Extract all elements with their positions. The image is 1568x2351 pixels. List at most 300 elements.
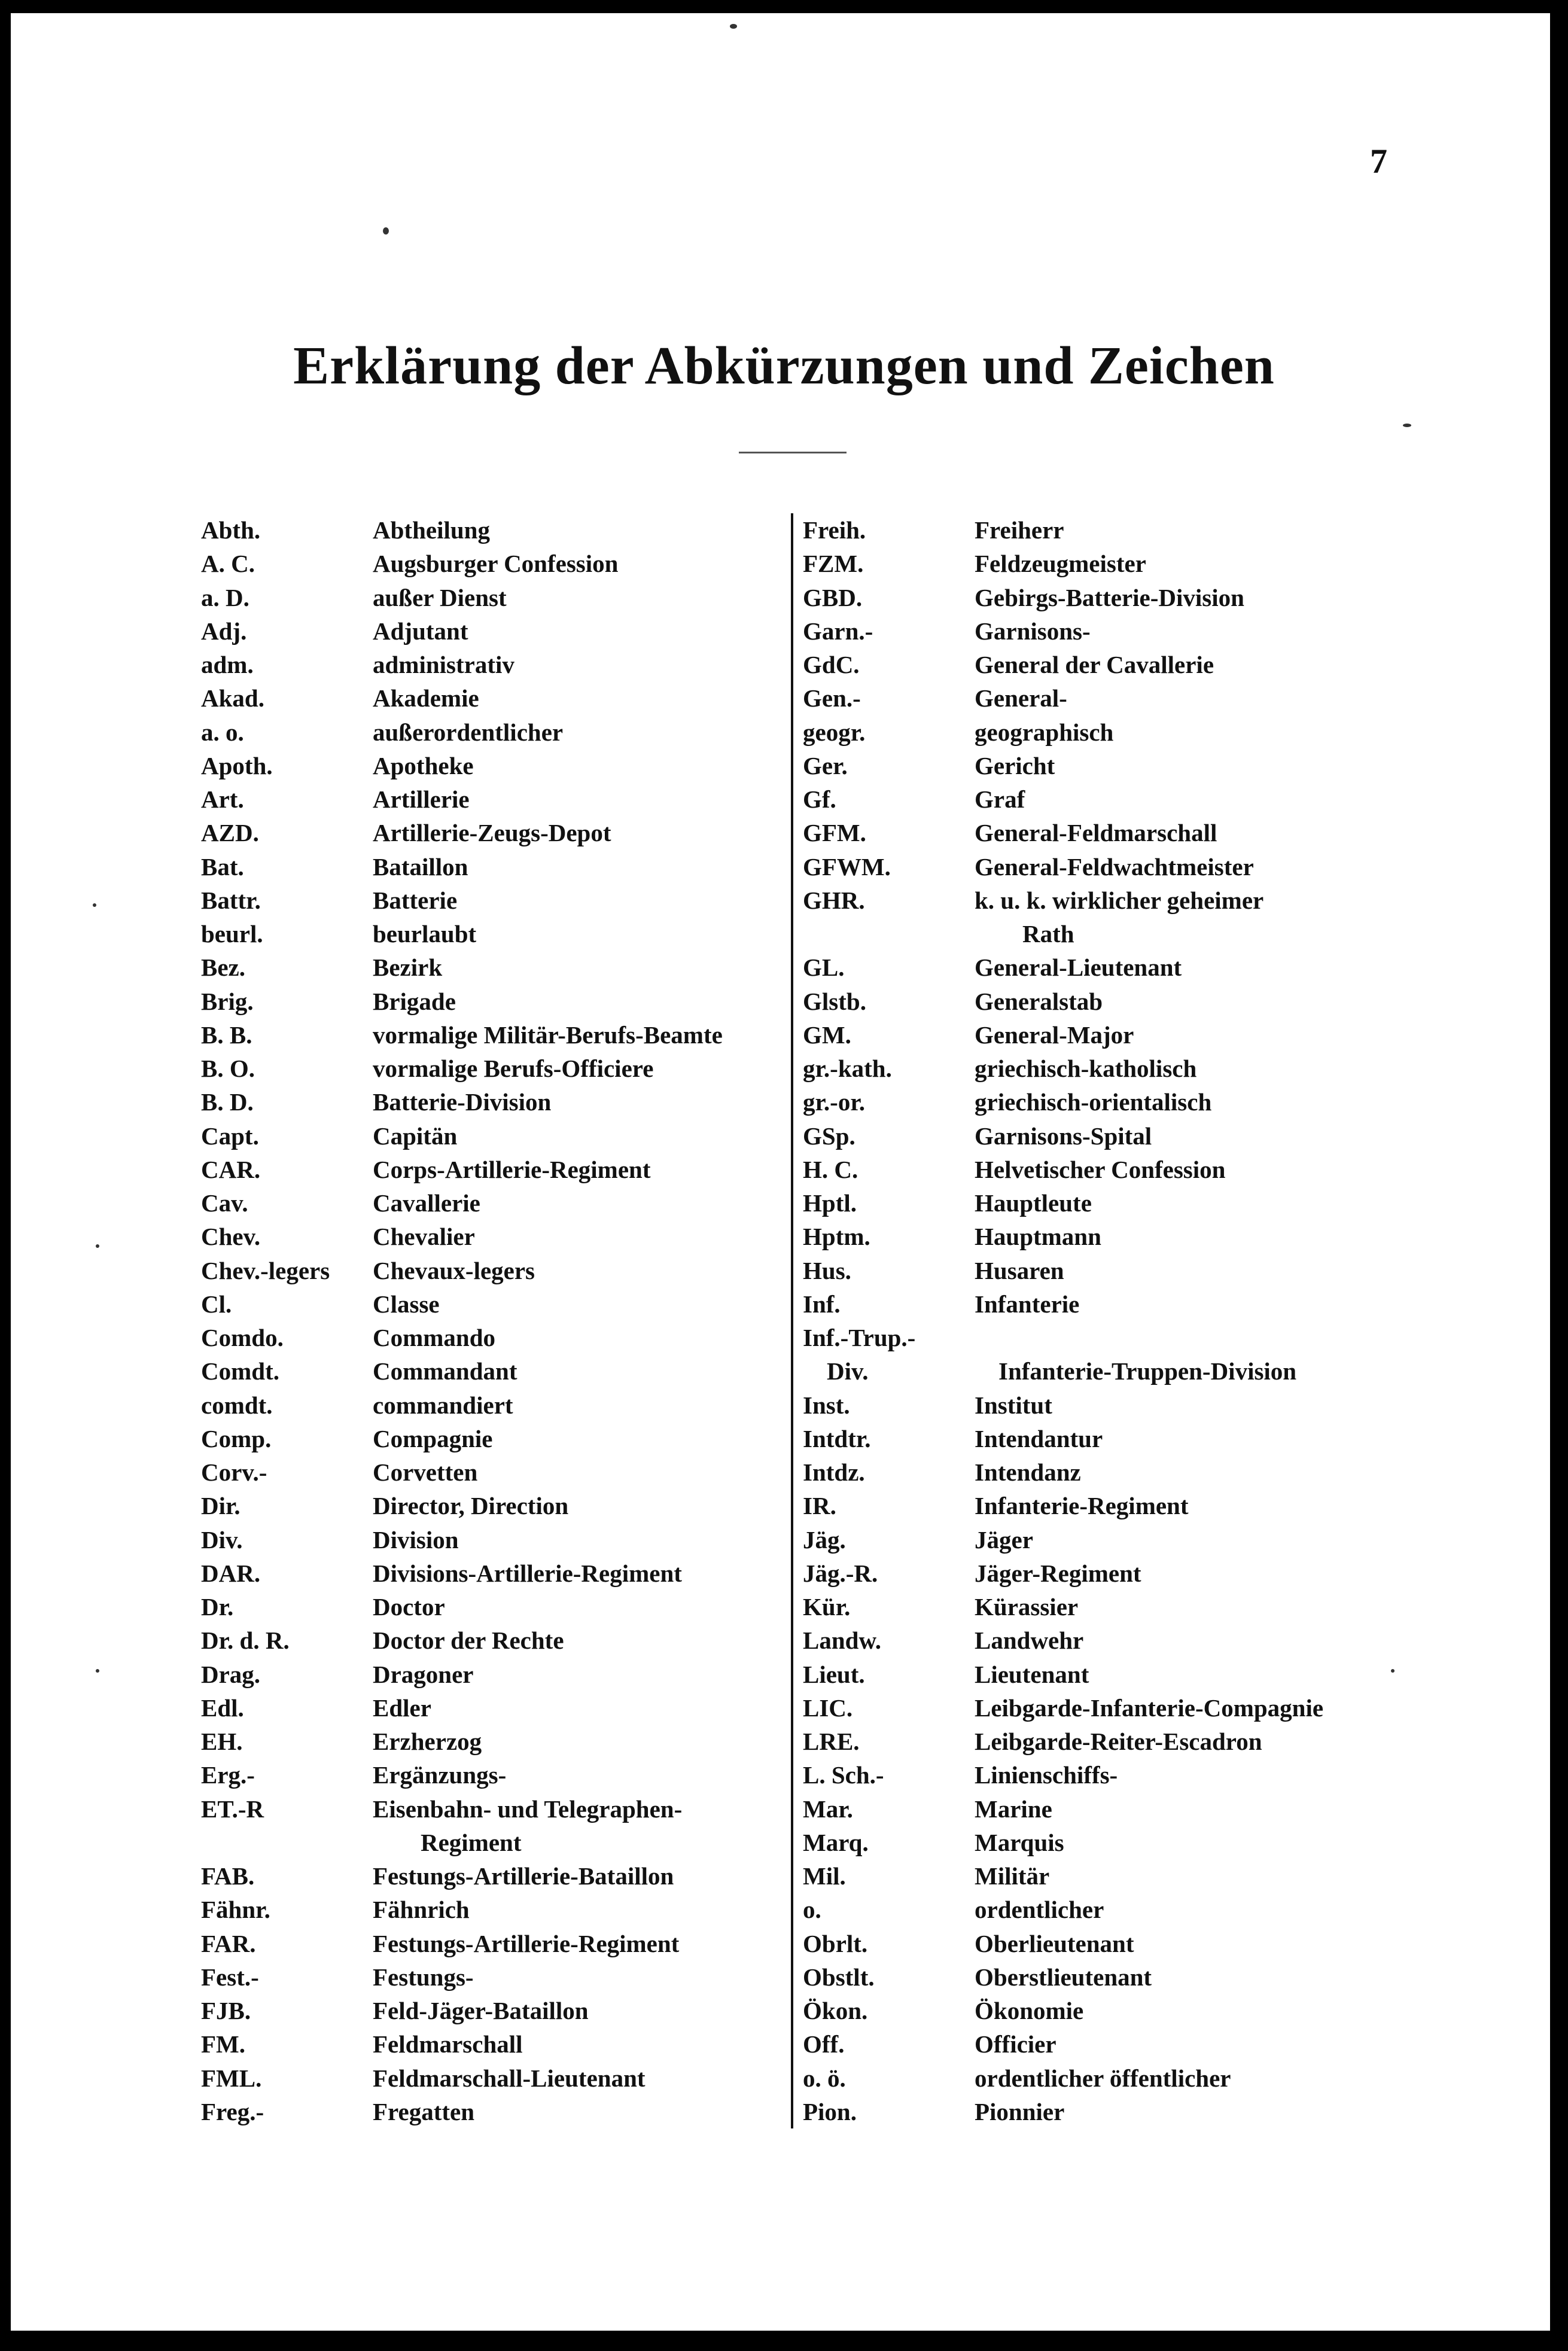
abbreviation-row <box>803 2095 1323 2128</box>
abbreviation: Div. <box>827 1357 869 1385</box>
expansion: Lieutenant <box>975 1660 1089 1688</box>
abbreviation: FJB. <box>201 1997 251 2024</box>
expansion: General-Feldwachtmeister <box>975 852 1254 881</box>
abbreviation-row <box>201 782 723 816</box>
abbreviation-row <box>803 1960 1323 1994</box>
abbreviation: EH. <box>201 1728 243 1755</box>
abbreviation-row <box>201 1052 723 1085</box>
abbreviation: Erg.- <box>201 1761 255 1789</box>
column-divider <box>791 513 793 2128</box>
abbreviation-row <box>201 1489 723 1522</box>
expansion: Hauptleute <box>975 1189 1092 1217</box>
expansion: Festungs-Artillerie-Regiment <box>373 1929 680 1957</box>
abbreviation-row <box>803 1658 1323 1691</box>
abbreviation: beurl. <box>201 920 263 948</box>
abbreviation: gr.-kath. <box>803 1055 892 1082</box>
abbreviation: Chev.-legers <box>201 1256 330 1284</box>
expansion: Pionnier <box>975 2097 1065 2125</box>
expansion: Leibgarde-Infanterie-Compagnie <box>975 1694 1324 1722</box>
abbreviation-list-right <box>803 513 1323 2128</box>
abbreviation: Battr. <box>201 886 261 914</box>
abbreviation: Hptl. <box>803 1189 857 1217</box>
expansion: Regiment <box>421 1828 522 1856</box>
abbreviation-row <box>803 1018 1323 1052</box>
expansion: griechisch-katholisch <box>975 1055 1197 1082</box>
abbreviation: o. ö. <box>803 2064 846 2092</box>
abbreviation: IR. <box>803 1492 836 1520</box>
abbreviation-row <box>201 1018 723 1052</box>
abbreviation-row <box>803 1153 1323 1186</box>
expansion: Bezirk <box>373 954 443 982</box>
expansion: k. u. k. wirklicher geheimer <box>975 886 1264 914</box>
abbreviation: Akad. <box>201 684 264 712</box>
abbreviation-row <box>803 681 1323 715</box>
abbreviation-row <box>803 581 1323 614</box>
abbreviation-row <box>803 1758 1323 1792</box>
abbreviation: Mil. <box>803 1862 846 1890</box>
abbreviation-row <box>201 1691 723 1725</box>
expansion: Commandant <box>373 1357 517 1385</box>
abbreviation: GHR. <box>803 886 865 914</box>
expansion: Brigade <box>373 987 456 1015</box>
abbreviation-row <box>201 884 723 917</box>
abbreviation-row <box>201 1826 723 1859</box>
expansion: Gebirgs-Batterie-Division <box>975 583 1244 611</box>
expansion: Chevalier <box>373 1223 475 1251</box>
abbreviation: ET.-R <box>201 1795 264 1823</box>
expansion: Fähnrich <box>373 1896 470 1924</box>
abbreviation-row <box>803 985 1323 1018</box>
abbreviation-row <box>803 1994 1323 2027</box>
scan-speck <box>1391 1669 1395 1673</box>
abbreviation-row <box>803 850 1323 884</box>
abbreviation: Inst. <box>803 1391 850 1419</box>
abbreviation <box>201 1826 373 1859</box>
abbreviation-row <box>803 884 1323 917</box>
expansion: Dragoner <box>373 1660 474 1688</box>
expansion: Kürassier <box>975 1593 1079 1621</box>
expansion: Marine <box>975 1795 1052 1823</box>
expansion: Linienschiffs- <box>975 1761 1118 1789</box>
abbreviation-row <box>201 1354 723 1388</box>
expansion: Feld-Jäger-Bataillon <box>373 1997 589 2024</box>
abbreviation: Off. <box>803 2030 845 2058</box>
expansion: Cavallerie <box>373 1189 480 1217</box>
expansion: vormalige Militär-Berufs-Beamte <box>373 1021 723 1049</box>
abbreviation: Inf. <box>803 1290 841 1318</box>
abbreviation: GdC. <box>803 651 860 678</box>
abbreviation: Dir. <box>201 1492 240 1520</box>
abbreviation-row <box>803 782 1323 816</box>
abbreviation: GFWM. <box>803 852 891 881</box>
abbreviation-row <box>803 1119 1323 1153</box>
expansion: Intendantur <box>975 1424 1103 1452</box>
abbreviation: FAB. <box>201 1862 255 1890</box>
expansion: Landwehr <box>975 1627 1084 1655</box>
abbreviation: L. Sch.- <box>803 1761 884 1789</box>
abbreviation-row <box>201 1758 723 1792</box>
abbreviation: Comdt. <box>201 1357 279 1385</box>
expansion: Infanterie <box>975 1290 1080 1318</box>
abbreviation-row <box>201 648 723 681</box>
expansion: Feldmarschall <box>373 2030 523 2058</box>
abbreviation-row <box>803 951 1323 984</box>
expansion: Division <box>373 1525 459 1554</box>
abbreviation-row <box>201 1927 723 1960</box>
expansion: Infanterie-Truppen-Division <box>998 1357 1297 1385</box>
abbreviation-row <box>201 1725 723 1758</box>
abbreviation-row <box>803 2061 1323 2095</box>
expansion: Bataillon <box>373 852 468 881</box>
abbreviation-row <box>803 547 1323 580</box>
abbreviation: Kür. <box>803 1593 851 1621</box>
expansion: Militär <box>975 1862 1050 1890</box>
expansion: griechisch-orientalisch <box>975 1088 1212 1116</box>
abbreviation: a. D. <box>201 583 249 611</box>
abbreviation: LIC. <box>803 1694 853 1722</box>
expansion: beurlaubt <box>373 920 477 948</box>
expansion: geographisch <box>975 718 1114 746</box>
abbreviation-row <box>201 1792 723 1826</box>
abbreviation-row <box>803 513 1323 547</box>
abbreviation-row <box>201 749 723 782</box>
abbreviation: LRE. <box>803 1728 860 1755</box>
expansion: General-Lieutenant <box>975 954 1182 982</box>
expansion: General der Cavallerie <box>975 651 1214 678</box>
expansion: General-Feldmarschall <box>975 819 1217 847</box>
abbreviation-row <box>803 917 1323 951</box>
abbreviation-row <box>201 1590 723 1624</box>
abbreviation: Lieut. <box>803 1660 865 1688</box>
abbreviation-row <box>201 1287 723 1321</box>
abbreviation-row <box>201 1893 723 1926</box>
abbreviation: gr.-or. <box>803 1088 866 1116</box>
abbreviation: Obrlt. <box>803 1929 868 1957</box>
abbreviation-row <box>201 715 723 749</box>
expansion: Feldzeugmeister <box>975 550 1146 578</box>
abbreviation: FM. <box>201 2030 245 2058</box>
abbreviation: Drag. <box>201 1660 261 1688</box>
expansion: commandiert <box>373 1391 513 1419</box>
expansion: Fregatten <box>373 2097 475 2125</box>
abbreviation: Inf.-Trup.- <box>803 1324 916 1351</box>
expansion: Doctor der Rechte <box>373 1627 564 1655</box>
abbreviation: Freg.- <box>201 2097 264 2125</box>
abbreviation: DAR. <box>201 1559 261 1587</box>
abbreviation: Intdtr. <box>803 1424 871 1452</box>
expansion: Edler <box>373 1694 431 1722</box>
expansion: Akademie <box>373 684 479 712</box>
abbreviation-row <box>803 1422 1323 1455</box>
abbreviation-row <box>803 1590 1323 1624</box>
abbreviation: Fest.- <box>201 1963 259 1991</box>
expansion: Oberlieutenant <box>975 1929 1134 1957</box>
expansion: Festungs- <box>373 1963 474 1991</box>
abbreviation-row <box>803 1455 1323 1489</box>
abbreviation-row <box>803 816 1323 849</box>
abbreviation: Garn.- <box>803 617 873 645</box>
expansion: Infanterie-Regiment <box>975 1492 1189 1520</box>
abbreviation-row <box>201 513 723 547</box>
abbreviation: Abth. <box>201 516 261 544</box>
abbreviation: Chev. <box>201 1223 261 1251</box>
abbreviation: Obstlt. <box>803 1963 875 1991</box>
abbreviation-row <box>803 1220 1323 1253</box>
expansion: Apotheke <box>373 751 474 779</box>
abbreviation: Hus. <box>803 1256 851 1284</box>
abbreviation-row <box>201 2095 723 2128</box>
scan-speck <box>93 903 96 907</box>
abbreviation: Adj. <box>201 617 247 645</box>
abbreviation: Bez. <box>201 954 245 982</box>
expansion: Artillerie <box>373 785 470 813</box>
abbreviation-row <box>201 1658 723 1691</box>
abbreviation-row <box>803 1624 1323 1657</box>
abbreviation: Pion. <box>803 2097 857 2125</box>
expansion: Intendanz <box>975 1458 1081 1486</box>
scan-speck <box>96 1669 99 1673</box>
abbreviation: Gf. <box>803 785 836 813</box>
abbreviation-row <box>803 1254 1323 1287</box>
abbreviation-row <box>803 1354 1323 1388</box>
abbreviation: Brig. <box>201 987 254 1015</box>
expansion: ordentlicher öffentlicher <box>975 2064 1231 2092</box>
abbreviation-row <box>201 1624 723 1657</box>
abbreviation-row <box>201 917 723 951</box>
expansion: Commando <box>373 1324 496 1351</box>
abbreviation: Edl. <box>201 1694 244 1722</box>
abbreviation: Corv.- <box>201 1458 267 1486</box>
abbreviation: GSp. <box>803 1122 855 1150</box>
abbreviation-row <box>201 1321 723 1354</box>
abbreviation-row <box>201 1994 723 2027</box>
abbreviation: Mar. <box>803 1795 853 1823</box>
abbreviation-row <box>803 2027 1323 2061</box>
abbreviation-row <box>803 1489 1323 1522</box>
expansion: Doctor <box>373 1593 445 1621</box>
expansion: Director, Direction <box>373 1492 569 1520</box>
abbreviation-row <box>803 1557 1323 1590</box>
abbreviation: Comdo. <box>201 1324 284 1351</box>
expansion: Batterie-Division <box>373 1088 552 1116</box>
abbreviation: GM. <box>803 1021 851 1049</box>
abbreviation: Fähnr. <box>201 1896 270 1924</box>
abbreviation-row <box>201 614 723 648</box>
abbreviation: A. C. <box>201 550 255 578</box>
expansion: Divisions-Artillerie-Regiment <box>373 1559 682 1587</box>
expansion: ordentlicher <box>975 1896 1104 1924</box>
expansion: Augsburger Confession <box>373 550 619 578</box>
abbreviation: H. C. <box>803 1155 858 1183</box>
page-title: Erklärung der Abkürzungen und Zeichen <box>293 336 1275 395</box>
expansion: Chevaux-legers <box>373 1256 535 1284</box>
abbreviation: AZD. <box>201 819 259 847</box>
abbreviation: B. B. <box>201 1021 252 1049</box>
abbreviation-row <box>201 951 723 984</box>
abbreviation-row <box>803 1052 1323 1085</box>
abbreviation: FAR. <box>201 1929 256 1957</box>
abbreviation-row <box>803 1388 1323 1422</box>
expansion: Gericht <box>975 751 1055 779</box>
expansion: Feldmarschall-Lieutenant <box>373 2064 646 2092</box>
scan-speck <box>96 1244 99 1248</box>
abbreviation <box>803 917 975 951</box>
abbreviation-row <box>201 1859 723 1893</box>
abbreviation: a. o. <box>201 718 244 746</box>
expansion: Adjutant <box>373 617 468 645</box>
abbreviation: Div. <box>201 1525 243 1554</box>
abbreviation: CAR. <box>201 1155 261 1183</box>
abbreviation-row <box>803 614 1323 648</box>
abbreviation-row <box>201 1119 723 1153</box>
abbreviation: Ger. <box>803 751 848 779</box>
expansion: Eisenbahn- und Telegraphen- <box>373 1795 683 1823</box>
abbreviation: o. <box>803 1896 821 1924</box>
expansion: Institut <box>975 1391 1052 1419</box>
scan-border-top <box>0 0 1568 13</box>
abbreviation-row <box>803 1792 1323 1826</box>
abbreviation: Landw. <box>803 1627 882 1655</box>
expansion: Ergänzungs- <box>373 1761 507 1789</box>
abbreviation-row <box>201 2061 723 2095</box>
scan-speck <box>383 227 389 235</box>
abbreviation: Gen.- <box>803 684 861 712</box>
abbreviation: Jäg.-R. <box>803 1559 878 1587</box>
abbreviation-row <box>803 1287 1323 1321</box>
abbreviation: Cl. <box>201 1290 232 1318</box>
expansion: Jäger-Regiment <box>975 1559 1141 1587</box>
expansion: Ökonomie <box>975 1997 1084 2024</box>
abbreviation-row <box>803 1186 1323 1220</box>
abbreviation-row <box>803 749 1323 782</box>
expansion: Graf <box>975 785 1025 813</box>
expansion: Generalstab <box>975 987 1103 1015</box>
abbreviation-row <box>201 547 723 580</box>
expansion: Classe <box>373 1290 440 1318</box>
abbreviation-row <box>201 850 723 884</box>
abbreviation-row <box>201 1523 723 1557</box>
abbreviation-row <box>803 1893 1323 1926</box>
title-rule <box>739 452 847 453</box>
abbreviation: comdt. <box>201 1391 273 1419</box>
expansion: Rath <box>1022 920 1074 948</box>
abbreviation: FML. <box>201 2064 262 2092</box>
abbreviation-row <box>803 1321 1323 1354</box>
abbreviation-row <box>201 816 723 849</box>
abbreviation-row <box>201 681 723 715</box>
abbreviation-row <box>803 1927 1323 1960</box>
abbreviation: Cav. <box>201 1189 248 1217</box>
scan-speck <box>1403 424 1411 427</box>
expansion: Husaren <box>975 1256 1064 1284</box>
expansion: Festungs-Artillerie-Bataillon <box>373 1862 674 1890</box>
abbreviation: Freih. <box>803 516 866 544</box>
abbreviation: GBD. <box>803 583 863 611</box>
abbreviation-row <box>201 1422 723 1455</box>
expansion: Artillerie-Zeugs-Depot <box>373 819 611 847</box>
abbreviation-row <box>803 648 1323 681</box>
abbreviation: FZM. <box>803 550 864 578</box>
expansion: Abtheilung <box>373 516 490 544</box>
expansion: Batterie <box>373 886 458 914</box>
abbreviation-row <box>201 1254 723 1287</box>
abbreviation-row <box>803 1725 1323 1758</box>
expansion: außer Dienst <box>373 583 507 611</box>
expansion: administrativ <box>373 651 514 678</box>
abbreviation: B. D. <box>201 1088 254 1116</box>
abbreviation: Ökon. <box>803 1997 868 2024</box>
abbreviation-row <box>201 1186 723 1220</box>
abbreviation: Bat. <box>201 852 244 881</box>
expansion: Capitän <box>373 1122 458 1150</box>
abbreviation-row <box>803 1691 1323 1725</box>
expansion: Corvetten <box>373 1458 478 1486</box>
expansion: Hauptmann <box>975 1223 1101 1251</box>
abbreviation-row <box>201 2027 723 2061</box>
abbreviation: Marq. <box>803 1828 869 1856</box>
expansion: Marquis <box>975 1828 1064 1856</box>
abbreviation: Apoth. <box>201 751 273 779</box>
expansion: Erzherzog <box>373 1728 482 1755</box>
expansion: Compagnie <box>373 1424 493 1452</box>
expansion: Garnisons- <box>975 617 1091 645</box>
abbreviation-row <box>201 1960 723 1994</box>
abbreviation: GL. <box>803 954 845 982</box>
abbreviation: Capt. <box>201 1122 259 1150</box>
page-number: 7 <box>1370 142 1387 181</box>
abbreviation: Jäg. <box>803 1525 846 1554</box>
expansion: Officier <box>975 2030 1057 2058</box>
abbreviation-row <box>803 1826 1323 1859</box>
abbreviation: Intdz. <box>803 1458 865 1486</box>
abbreviation: Dr. <box>201 1593 234 1621</box>
abbreviation: B. O. <box>201 1055 255 1082</box>
expansion: Freiherr <box>975 516 1064 544</box>
expansion: Corps-Artillerie-Regiment <box>373 1155 651 1183</box>
expansion: General-Major <box>975 1021 1134 1049</box>
expansion: Jäger <box>975 1525 1033 1554</box>
expansion: General- <box>975 684 1067 712</box>
expansion: vormalige Berufs-Officiere <box>373 1055 654 1082</box>
abbreviation-row <box>201 985 723 1018</box>
abbreviation: Comp. <box>201 1424 272 1452</box>
abbreviation-list-left <box>201 513 723 2128</box>
abbreviation: geogr. <box>803 718 866 746</box>
scan-speck <box>730 24 737 29</box>
abbreviation: Hptm. <box>803 1223 870 1251</box>
abbreviation-row <box>201 1153 723 1186</box>
abbreviation-row <box>201 1220 723 1253</box>
abbreviation: adm. <box>201 651 254 678</box>
abbreviation-row <box>201 1557 723 1590</box>
expansion: Garnisons-Spital <box>975 1122 1152 1150</box>
expansion: Helvetischer Confession <box>975 1155 1226 1183</box>
abbreviation: Art. <box>201 785 244 813</box>
abbreviation-row <box>201 1455 723 1489</box>
abbreviation: Dr. d. R. <box>201 1627 290 1655</box>
abbreviation-row <box>201 1085 723 1119</box>
abbreviation: GFM. <box>803 819 866 847</box>
abbreviation: Glstb. <box>803 987 866 1015</box>
abbreviation-row <box>803 1859 1323 1893</box>
expansion: Oberstlieutenant <box>975 1963 1152 1991</box>
expansion: Leibgarde-Reiter-Escadron <box>975 1728 1262 1755</box>
scan-border-bottom <box>0 2331 1568 2351</box>
abbreviation-row <box>803 1085 1323 1119</box>
expansion: außerordentlicher <box>373 718 564 746</box>
abbreviation-row <box>201 581 723 614</box>
abbreviation-row <box>803 1523 1323 1557</box>
